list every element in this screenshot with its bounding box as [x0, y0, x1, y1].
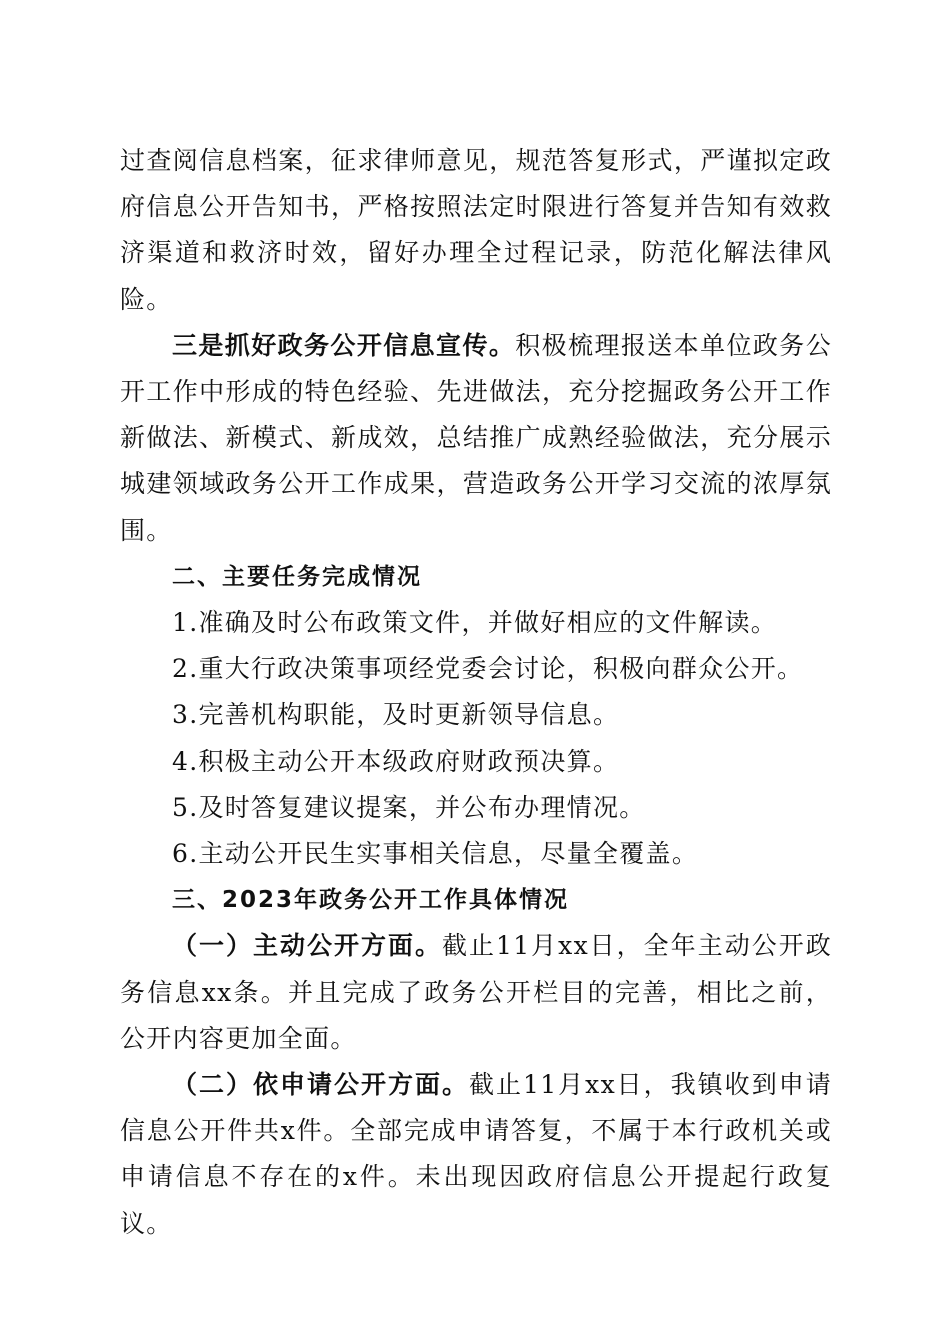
section-heading-main-tasks: 二、主要任务完成情况 — [172, 563, 422, 590]
document-body — [120, 138, 832, 1247]
task-item-1: 1.准确及时公布政策文件，并做好相应的文件解读。 — [172, 608, 778, 638]
section-heading-2023-details: 三、2023年政务公开工作具体情况 — [172, 887, 570, 914]
paragraph-proactive-disclosure-body: 截止11月xx日，全年主动公开政务信息xx条。并且完成了政务公开栏目的完善，相比之前，公开内容更加全面。 — [120, 931, 832, 1053]
paragraph-proactive-disclosure-lead: （一）主动公开方面。 — [172, 931, 443, 961]
task-item-4: 4.积极主动公开本级政府财政预决算。 — [172, 746, 620, 776]
task-item-5: 5.及时答复建议提案，并公布办理情况。 — [172, 792, 646, 822]
paragraph-publicity-body: 积极梳理报送本单位政务公开工作中形成的特色经验、先进做法，充分挖掘政务公开工作新做法、新模式、新成效，总结推广成熟经验做法，充分展示城建领域政务公开工作成果，营造政务公开学习交流的浓厚氛围。 — [120, 330, 832, 545]
paragraph-request-disclosure-lead: （二）依申请公开方面。 — [172, 1070, 470, 1100]
task-item-6: 6.主动公开民生实事相关信息，尽量全覆盖。 — [172, 839, 699, 869]
paragraph-publicity-lead: 三是抓好政务公开信息宣传。 — [172, 330, 516, 360]
paragraph-request-disclosure-body: 截止11月xx日，我镇收到申请信息公开件共x件。全部完成申请答复，不属于本行政机关或申请信息不存在的x件。未出现因政府信息公开提起行政复议。 — [120, 1070, 832, 1238]
task-item-3: 3.完善机构职能，及时更新领导信息。 — [172, 700, 620, 730]
task-item-2: 2.重大行政决策事项经党委会讨论，积极向群众公开。 — [172, 654, 804, 684]
paragraph-continuation: 过查阅信息档案，征求律师意见，规范答复形式，严谨拟定政府信息公开告知书，严格按照法定时限进行答复并告知有效救济渠道和救济时效，留好办理全过程记录，防范化解法律风险。 — [120, 146, 832, 314]
paragraph-proactive-disclosure — [120, 923, 832, 1062]
paragraph-publicity — [120, 323, 832, 554]
paragraph-request-disclosure — [120, 1062, 832, 1247]
